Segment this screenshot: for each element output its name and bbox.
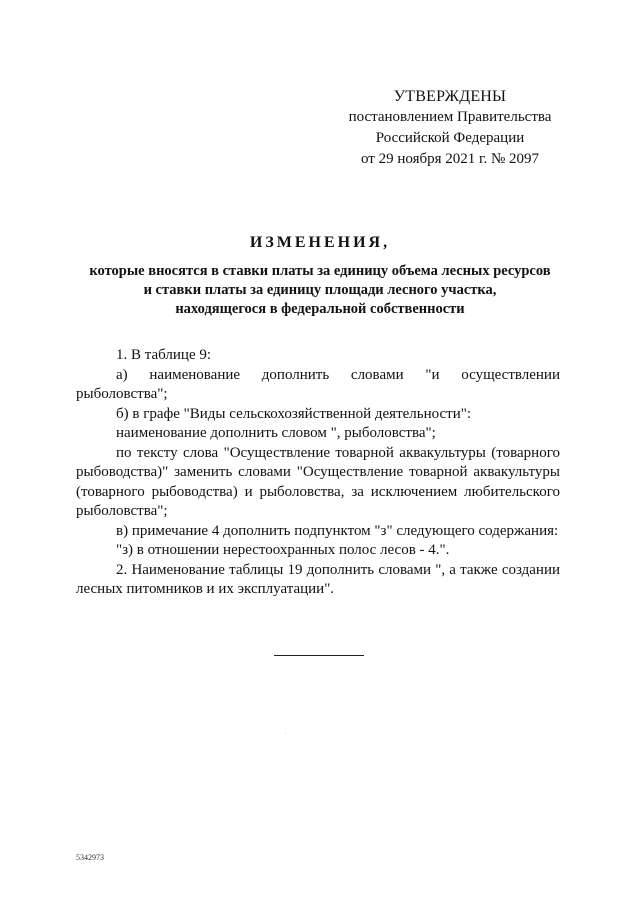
approval-line-2: Российской Федерации — [375, 130, 525, 146]
paragraph-7: "з) в отношении нерестоохранных полос лесов - 4.". — [116, 542, 450, 558]
subtitle-line-2: и ставки платы за единицу площади лесного участка, — [143, 282, 497, 298]
subtitle-line-3: находящегося в федеральной собственности — [175, 301, 465, 317]
end-divider — [274, 655, 364, 656]
approval-date-number: от 29 ноября 2021 г. № 2097 — [360, 151, 540, 167]
document-body — [76, 346, 560, 600]
subtitle-line-1: которые вносятся в ставки платы за единицу объема лесных ресурсов — [89, 263, 551, 279]
approval-stamp — [340, 86, 560, 170]
paragraph-4: наименование дополнить словом ", рыболовства"; — [116, 425, 436, 441]
document-number: 5342973 — [76, 853, 104, 862]
paragraph-6: в) примечание 4 дополнить подпунктом "з" следующего содержания: — [116, 522, 559, 539]
document-title: ИЗМЕНЕНИЯ, — [249, 234, 391, 251]
approved-label: УТВЕРЖДЕНЫ — [393, 88, 507, 105]
document-subtitle — [60, 262, 580, 319]
paragraph-3: б) в графе "Виды сельскохозяйственной деятельности": — [116, 405, 472, 422]
paragraph-2: а) наименование дополнить словами "и осуществлении рыболовства"; — [76, 366, 560, 402]
paragraph-1: 1. В таблице 9: — [116, 347, 212, 363]
approval-line-1: постановлением Правительства — [348, 109, 552, 125]
small-mark: . — [285, 730, 287, 736]
paragraph-5: по тексту слова "Осуществление товарной аквакультуры (товарного рыбоводства)" заменить словами "Осуществление товарной аквакультуры (товарного рыбоводства) и рыболовства, за исключением любительского рыболовства"; — [76, 444, 560, 519]
paragraph-8: 2. Наименование таблицы 19 дополнить словами ", а также создании лесных питомников и их эксплуатации". — [76, 561, 560, 597]
